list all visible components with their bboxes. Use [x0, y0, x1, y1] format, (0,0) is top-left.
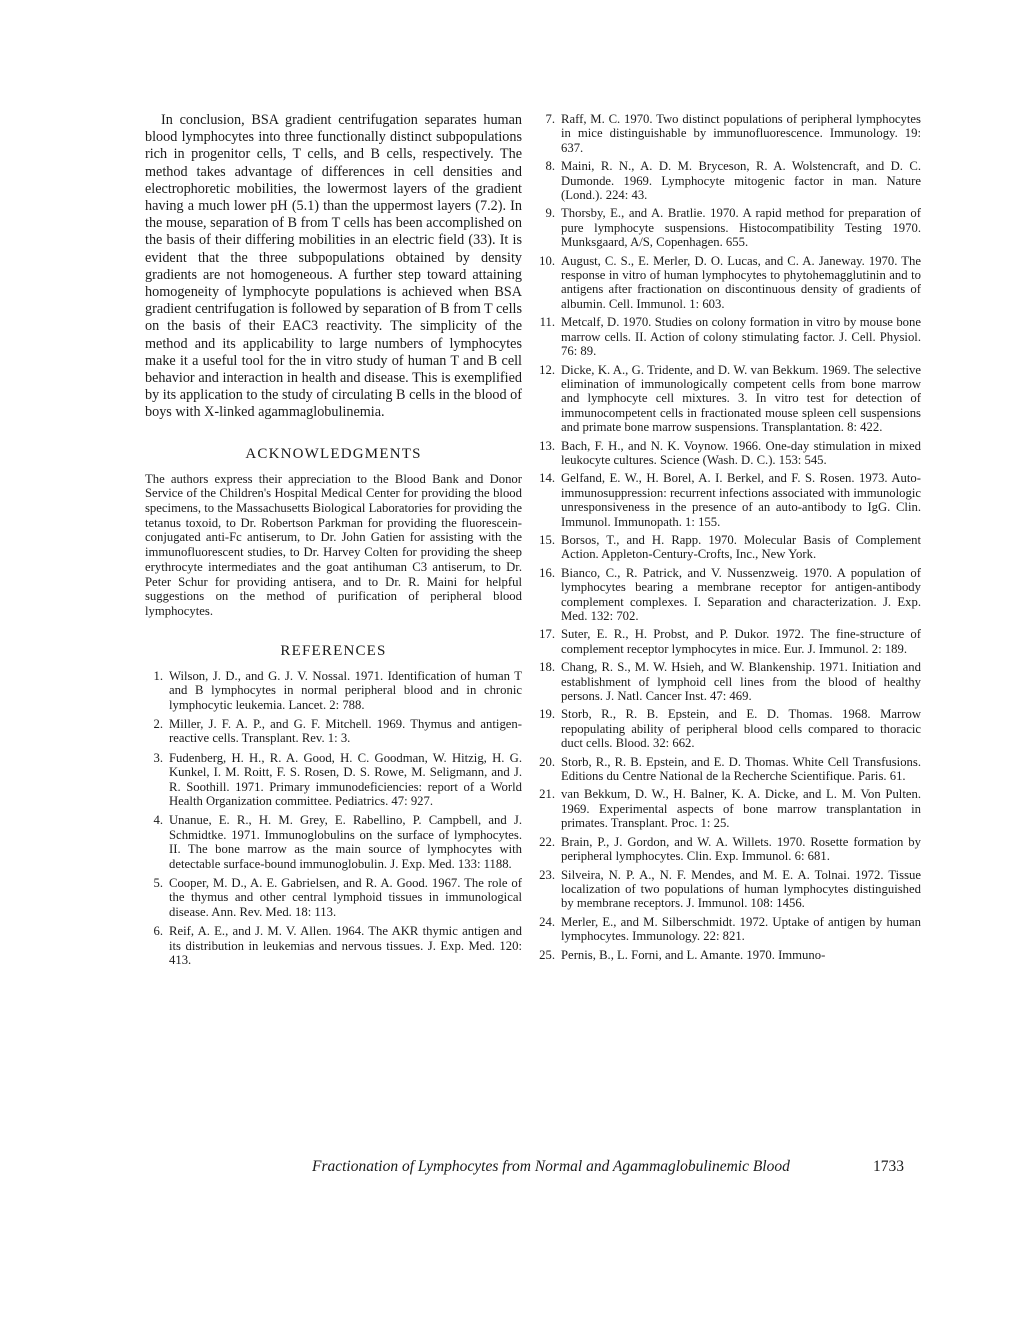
reference-item	[537, 254, 921, 312]
page-number: 1733	[873, 1158, 904, 1175]
reference-text: Merler, E., and M. Silberschmidt. 1972. Uptake of antigen by human lymphocytes. Immunology. 22: 821.	[561, 914, 921, 944]
reference-number: 10.	[539, 253, 555, 268]
reference-text: Borsos, T., and H. Rapp. 1970. Molecular Basis of Complement Action. Appleton-Century-Crofts, Inc., New York.	[561, 532, 921, 562]
acknowledgments-text: The authors express their appreciation to the Blood Bank and Donor Service of the Children's Hospital Medical Center for providing the blood specimens, to the Massachusetts Biological Laboratories for providing the tetanus toxoid, to Dr. Robertson Parkman for providing the fluorescein-conjugated anti-Fc antiserum, to Dr. John Gatien for assisting with the immunofluorescent studies, to Dr. Harvey Colten for providing the sheep erythrocyte intermediates and the goat antihuman C3 antiserum, to Dr. Peter Schur for providing antisera, and to Dr. R. Maini for helpful suggestions on the method of purification of peripheral blood lymphocytes.	[145, 471, 522, 618]
reference-item	[145, 813, 522, 871]
reference-number: 19.	[539, 707, 555, 722]
conclusion-paragraph: In conclusion, BSA gradient centrifugation separates human blood lymphocytes into three functionally distinct subpopulations rich in progenitor cells, T cells, and B cells, respectively. The method takes advantage of differences in cell densities and electrophoretic mobilities, the lowermost layers of the gradient having a much lower pH (5.1) than the uppermost layers (7.2). In the mouse, separation of B from T cells has been accomplished on the basis of their differing mobilities in an electric field (33). It is evident that the three subpopulations obtained by density gradients are not homogeneous. A further step toward attaining homogeneity of lymphocyte populations is achieved when BSA gradient centrifugation is followed by separation of B from T cells on the basis of their EAC3 reactivity. The simplicity of the method and its applicability to large numbers of lymphocytes make it a useful tool for the in vitro study of human T and B cell behavior and interaction in health and disease. This is exemplified by its application to the study of circulating B cells in the blood of boys with X-linked agammaglobulinemia.	[145, 112, 522, 421]
reference-number: 15.	[539, 532, 555, 547]
reference-number: 12.	[539, 362, 555, 377]
reference-text: Unanue, E. R., H. M. Grey, E. Rabellino, P. Campbell, and J. Schmidtke. 1971. Immunoglobulins on the surface of lymphocytes. II. The bone marrow as the main source of lymphocytes with detectable surface-bound immunoglobulin. J. Exp. Med. 133: 1188.	[169, 813, 522, 871]
reference-number: 13.	[539, 438, 555, 453]
reference-item	[145, 717, 522, 746]
reference-number: 1.	[153, 668, 163, 683]
reference-number: 3.	[153, 750, 163, 765]
reference-item	[537, 566, 921, 624]
reference-item	[537, 660, 921, 703]
reference-number: 17.	[539, 627, 555, 642]
reference-text: Storb, R., R. B. Epstein, and E. D. Thomas. White Cell Transfusions. Editions du Centre National de la Recherche Scientifique. Paris. 61.	[561, 754, 921, 784]
reference-text: Bianco, C., R. Patrick, and V. Nussenzweig. 1970. A population of lymphocytes bearing a membrane receptor for antigen-antibody complement complexes. I. Separation and characterization. J. Exp. Med. 132: 702.	[561, 565, 921, 623]
reference-item	[145, 669, 522, 712]
reference-text: Cooper, M. D., A. E. Gabrielsen, and R. A. Good. 1967. The role of the thymus and other central lymphoid tissues in immunological disease. Ann. Rev. Med. 18: 113.	[169, 875, 522, 919]
reference-item	[537, 533, 921, 562]
page-footer	[0, 1158, 1020, 1188]
running-title: Fractionation of Lymphocytes from Normal and Agammaglobulinemic Blood	[312, 1158, 790, 1175]
reference-item	[537, 315, 921, 358]
reference-text: Metcalf, D. 1970. Studies on colony formation in vitro by mouse bone marrow cells. II. Action of colony stimulating factor. J. Cell. Physiol. 76: 89.	[561, 315, 921, 359]
reference-item	[537, 707, 921, 750]
reference-text: Thorsby, E., and A. Bratlie. 1970. A rapid method for preparation of pure lymphocyte suspensions. Histocompatibility Testing 1970. Munksgaard, A/S, Copenhagen. 655.	[561, 206, 921, 250]
references-list-right	[537, 112, 921, 962]
reference-number: 2.	[153, 716, 163, 731]
reference-item	[537, 363, 921, 435]
reference-text: Brain, P., J. Gordon, and W. A. Willets. 1970. Rosette formation by peripheral lymphocytes. Clin. Exp. Immunol. 6: 681.	[561, 834, 921, 864]
reference-item	[537, 835, 921, 864]
right-column	[537, 112, 921, 966]
reference-number: 4.	[153, 813, 163, 828]
reference-number: 14.	[539, 471, 555, 486]
reference-number: 8.	[545, 159, 555, 174]
reference-item	[537, 755, 921, 784]
reference-text: Pernis, B., L. Forni, and L. Amante. 1970. Immuno-	[561, 947, 826, 962]
reference-item	[537, 471, 921, 529]
reference-item	[537, 948, 921, 962]
reference-number: 6.	[153, 924, 163, 939]
reference-item	[537, 206, 921, 249]
reference-item	[537, 915, 921, 944]
reference-item	[537, 627, 921, 656]
reference-item	[537, 787, 921, 830]
reference-item	[145, 876, 522, 919]
reference-number: 18.	[539, 660, 555, 675]
left-column	[145, 112, 522, 972]
reference-number: 22.	[539, 834, 555, 849]
references-list-left	[145, 669, 522, 968]
reference-text: Reif, A. E., and J. M. V. Allen. 1964. The AKR thymic antigen and its distribution in leukemias and nervous tissues. J. Exp. Med. 120: 413.	[169, 924, 522, 967]
reference-number: 9.	[545, 206, 555, 221]
reference-item	[537, 439, 921, 468]
reference-number: 7.	[545, 112, 555, 126]
reference-number: 21.	[539, 787, 555, 802]
reference-text: Chang, R. S., M. W. Hsieh, and W. Blankenship. 1971. Initiation and establishment of lymphoid cell lines from the blood of healthy persons. J. Natl. Cancer Inst. 47: 469.	[561, 660, 921, 704]
reference-text: Miller, J. F. A. P., and G. F. Mitchell. 1969. Thymus and antigen-reactive cells. Transplant. Rev. 1: 3.	[169, 716, 522, 746]
reference-text: August, C. S., E. Merler, D. O. Lucas, and C. A. Janeway. 1970. The response in vitro of human lymphocytes to phytohemagglutinin and to antigens after fractionation on discontinuous density of gradients of albumin. Cell. Immunol. 1: 603.	[561, 253, 921, 311]
reference-item	[145, 751, 522, 809]
references-heading: REFERENCES	[280, 642, 387, 659]
reference-text: Fudenberg, H. H., R. A. Good, H. C. Goodman, W. Hitzig, H. G. Kunkel, I. M. Roitt, F. S. Rosen, D. S. Rowe, M. Seligmann, and J. R. Soothill. 1971. Primary immunodeficiencies: report of a World Health Organization committee. Pediatrics. 47: 927.	[169, 750, 522, 808]
reference-text: Dicke, K. A., G. Tridente, and D. W. van Bekkum. 1969. The selective elimination of immunologically competent cells from bone marrow and lymphocyte cell mixtures. 3. In vitro test for detection of immunocompetent cells in fractionated mouse spleen cell suspensions and primate bone marrow suspensions. Transplantation. 8: 422.	[561, 362, 921, 435]
reference-text: Wilson, J. D., and G. J. V. Nossal. 1971. Identification of human T and B lymphocytes in normal peripheral blood and in chronic lymphocytic leukemia. Lancet. 2: 788.	[169, 668, 522, 712]
acknowledgments-heading: ACKNOWLEDGMENTS	[245, 445, 422, 462]
reference-text: Raff, M. C. 1970. Two distinct populations of peripheral lymphocytes in mice distinguishable by immunofluorescence. Immunology. 19: 637.	[561, 112, 921, 155]
reference-item	[537, 112, 921, 155]
reference-text: Storb, R., R. B. Epstein, and E. D. Thomas. 1968. Marrow repopulating ability of peripheral blood cells compared to thoracic duct cells. Blood. 32: 662.	[561, 707, 921, 751]
reference-item	[537, 868, 921, 911]
reference-number: 11.	[539, 315, 555, 330]
reference-text: Silveira, N. P. A., N. F. Mendes, and M. E. A. Tolnai. 1972. Tissue localization of two populations of human lymphocytes distinguished by membrane receptors. J. Immunol. 108: 1456.	[561, 867, 921, 911]
reference-number: 23.	[539, 867, 555, 882]
reference-item	[145, 924, 522, 967]
reference-number: 24.	[539, 914, 555, 929]
reference-text: Gelfand, E. W., H. Borel, A. I. Berkel, and F. S. Rosen. 1973. Auto-immunosuppression: recurrent infections associated with immunologic unresponsiveness in the presence of an auto-antibody to IgG. Clin. Immunol. Immunopath. 1: 155.	[561, 471, 921, 529]
reference-number: 16.	[539, 565, 555, 580]
reference-number: 20.	[539, 754, 555, 769]
reference-text: Suter, E. R., H. Probst, and P. Dukor. 1972. The fine-structure of complement receptor lymphocytes in mice. Eur. J. Immunol. 2: 189.	[561, 627, 921, 656]
reference-number: 25.	[539, 947, 555, 962]
reference-text: Maini, R. N., A. D. M. Bryceson, R. A. Wolstencraft, and D. C. Dumonde. 1969. Lymphocyte mitogenic factor in man. Nature (Lond.). 224: 43.	[561, 159, 921, 203]
reference-text: van Bekkum, D. W., H. Balner, K. A. Dicke, and L. M. Von Pulten. 1969. Experimental aspects of bone marrow transplantation in primates. Transplant. Proc. 1: 25.	[561, 787, 921, 831]
reference-text: Bach, F. H., and N. K. Voynow. 1966. One-day stimulation in mixed leukocyte cultures. Science (Wash. D. C.). 153: 545.	[561, 438, 921, 467]
reference-item	[537, 159, 921, 202]
reference-number: 5.	[153, 875, 163, 890]
